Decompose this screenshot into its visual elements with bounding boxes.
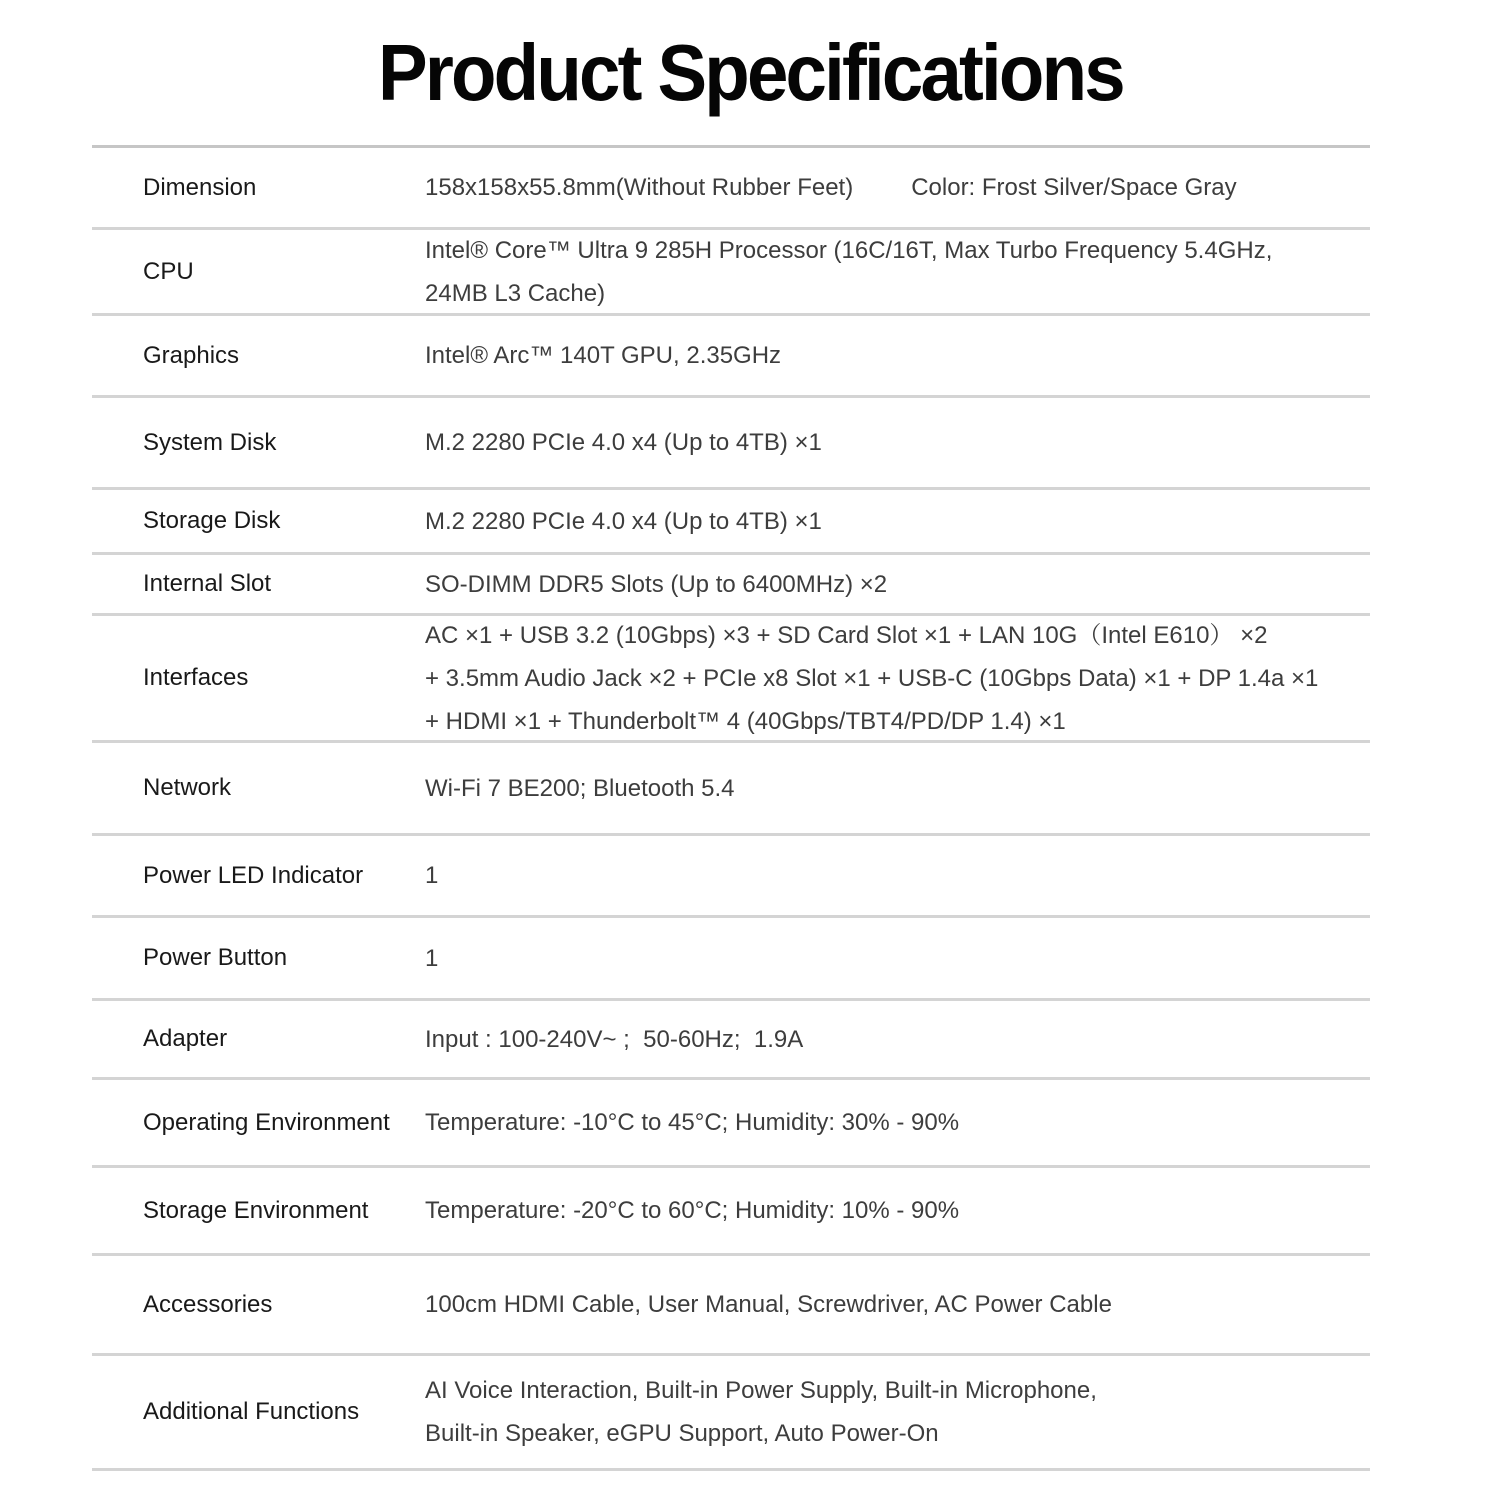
spec-value-text: AI Voice Interaction, Built-in Power Supply, Built-in Microphone, [425,1377,1097,1404]
spec-value-text: 1 [425,862,439,889]
spec-value [425,767,1370,810]
spec-value-text: 158x158x55.8mm(Without Rubber Feet) [425,174,854,201]
spec-label: CPU [143,257,194,285]
spec-value [425,421,1370,464]
spec-value [425,166,1370,209]
spec-label: Power Button [143,944,288,971]
spec-label: Additional Functions [143,1398,360,1425]
spec-row-cpu [92,230,1370,316]
spec-value-text: Built-in Speaker, eGPU Support, Auto Power-On [425,1420,939,1447]
spec-value-extra: Color: Frost Silver/Space Gray [911,174,1237,201]
spec-value [425,1018,1370,1061]
spec-value-text: 100cm HDMI Cable, User Manual, Screwdriver, AC Power Cable [425,1291,1112,1318]
spec-label: Graphics [143,341,240,369]
spec-value-text: SO-DIMM DDR5 Slots (Up to 6400MHz) ×2 [425,570,888,598]
spec-row-accessories [92,1256,1370,1356]
spec-value-text: Temperature: -10°C to 45°C; Humidity: 30% - 90% [425,1109,960,1136]
spec-label: Storage Disk [143,507,281,534]
spec-value-text: AC ×1 + USB 3.2 (10Gbps) ×3 + SD Card Slot ×1 + LAN 10G（Intel E610） ×2 [425,621,1268,649]
spec-value-text: Temperature: -20°C to 60°C; Humidity: 10% - 90% [425,1197,960,1224]
spec-row-storage-environment [92,1168,1370,1256]
spec-value-text: 1 [425,944,439,972]
spec-value-text: Intel® Arc™ 140T GPU, 2.35GHz [425,342,782,369]
spec-label: Dimension [143,173,257,201]
spec-label: Adapter [143,1025,228,1052]
spec-label: System Disk [143,428,277,456]
page-title: Product Specifications [377,27,1123,117]
spec-value [425,500,1370,543]
spec-value-text: + 3.5mm Audio Jack ×2 + PCIe x8 Slot ×1 + USB-C (10Gbps Data) ×1 + DP 1.4a ×1 [425,664,1319,692]
spec-value-text: M.2 2280 PCIe 4.0 x4 (Up to 4TB) ×1 [425,429,822,456]
spec-value-text: Intel® Core™ Ultra 9 285H Processor (16C/16T, Max Turbo Frequency 5.4GHz, [425,236,1273,264]
spec-label: Accessories [143,1290,273,1318]
spec-value [425,1101,1370,1144]
spec-value [425,854,1370,897]
spec-row-network [92,743,1370,836]
spec-label: Power LED Indicator [143,861,364,889]
spec-value-text: Input : 100-240V~ ; 50-60Hz; 1.9A [425,1025,804,1053]
spec-label: Interfaces [143,664,249,691]
spec-label: Network [143,774,232,801]
spec-value [425,614,1370,743]
spec-label: Storage Environment [143,1196,369,1224]
spec-value [425,334,1370,377]
spec-row-dimension [92,148,1370,230]
spec-label: Operating Environment [143,1108,390,1136]
spec-row-storage-disk [92,490,1370,555]
spec-value-text: Wi-Fi 7 BE200; Bluetooth 5.4 [425,774,735,802]
spec-row-internal-slot [92,555,1370,616]
spec-value-text: + HDMI ×1 + Thunderbolt™ 4 (40Gbps/TBT4/PD/DP 1.4) ×1 [425,707,1066,735]
spec-value [425,1189,1370,1232]
spec-value [425,229,1370,315]
spec-row-graphics [92,316,1370,398]
spec-row-operating-environment [92,1080,1370,1168]
spec-row-adapter [92,1001,1370,1080]
spec-row-power-led-indicator [92,836,1370,918]
spec-row-power-button [92,918,1370,1001]
spec-table [92,145,1370,1471]
spec-label: Internal Slot [143,570,272,597]
title-bar [0,0,1500,145]
spec-value [425,1369,1370,1455]
spec-value-text: M.2 2280 PCIe 4.0 x4 (Up to 4TB) ×1 [425,507,822,535]
spec-value [425,563,1370,606]
spec-value-text: 24MB L3 Cache) [425,279,606,307]
spec-row-interfaces [92,616,1370,743]
spec-row-additional-functions [92,1356,1370,1471]
spec-row-system-disk [92,398,1370,490]
spec-value [425,937,1370,980]
spec-value [425,1283,1370,1326]
